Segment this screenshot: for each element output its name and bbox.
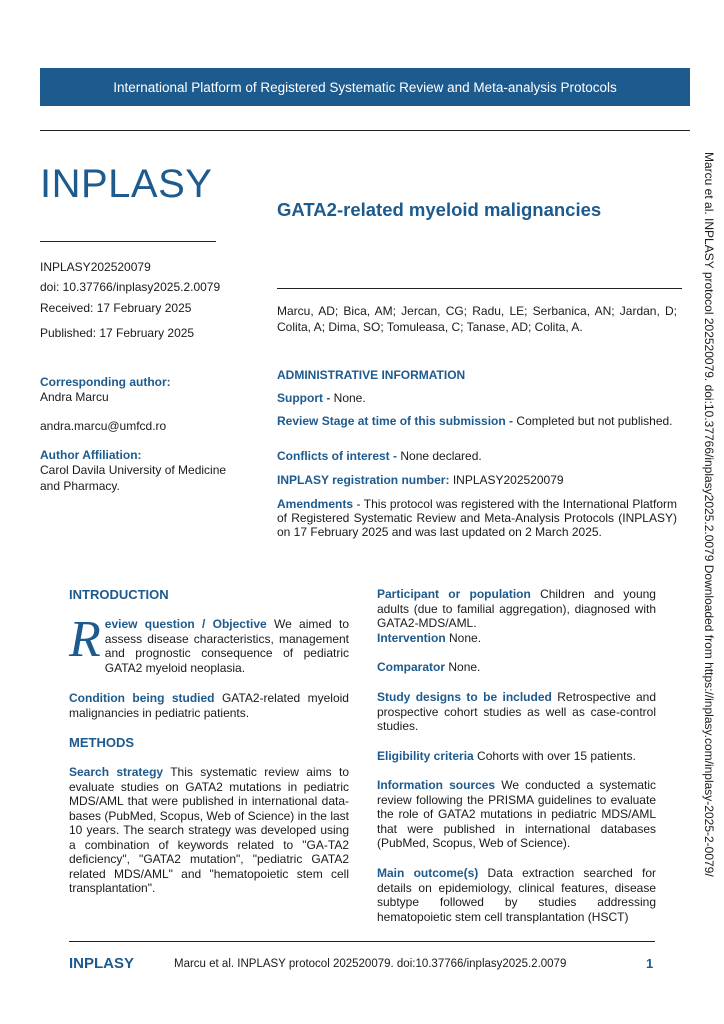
corresponding-author-email[interactable]: andra.marcu@umfcd.ro <box>40 419 167 433</box>
title-rule <box>277 288 682 289</box>
dropcap-letter: R <box>69 611 101 668</box>
corresponding-author-name: Andra Marcu <box>40 390 109 404</box>
header-rule <box>40 130 690 131</box>
amendments-label: Amendments <box>277 497 354 511</box>
vertical-download-text: Marcu et al. INPLASY protocol 202520079. doi:10.37766/inplasy2025.2.0079 Downloaded from https://inplasy.com/inplasy-2025-2-0079/ <box>702 152 716 877</box>
admin-support <box>277 391 677 405</box>
review-question-paragraph <box>69 611 350 675</box>
intervention-paragraph <box>377 631 656 646</box>
conflicts-text: None declared. <box>397 449 482 463</box>
brand-rule <box>40 241 216 242</box>
main-outcome-text: Data extraction searched for details on epidemiology, clinical features, disease subtype followed by studies addressing hematopoietic stem cell transplantation (HSCT) <box>377 866 657 924</box>
footer-brand: INPLASY <box>69 955 135 972</box>
main-outcome-label: Main outcome(s) <box>377 866 479 880</box>
information-sources-paragraph <box>377 778 656 851</box>
comparator-paragraph <box>377 660 656 675</box>
stage-label: Review Stage at time of this submission - <box>277 414 514 428</box>
admin-amendments <box>277 497 677 539</box>
study-designs-label: Study designs to be included <box>377 690 552 704</box>
admin-registration <box>277 473 677 487</box>
corresponding-author-heading: Corresponding author: <box>40 375 171 389</box>
admin-stage <box>277 414 677 428</box>
review-question-text: We aimed to assess disease characteristics, management and prognostic consequence of pediatric GATA2 myeloid neoplasia. <box>104 617 350 675</box>
stage-text: Completed but not published. <box>513 414 673 428</box>
published-date: Published: 17 February 2025 <box>40 326 195 340</box>
introduction-heading: INTRODUCTION <box>69 587 169 602</box>
support-label: Support - <box>277 391 331 405</box>
affiliation-text: Carol Davila University of Medicine and Pharmacy. <box>40 463 227 493</box>
conflicts-label: Conflicts of interest - <box>277 449 398 463</box>
search-strategy-paragraph <box>69 765 349 896</box>
information-sources-text: We conducted a systematic review following the PRISMA guidelines to evaluate the role of GATA2 mutations in pediatric MDS/AML that were published in international databases (PubMed, Scopus, Web of Science). <box>377 778 656 850</box>
vertical-download-note <box>700 152 718 912</box>
admin-conflicts <box>277 449 677 463</box>
comparator-label: Comparator <box>377 660 446 674</box>
condition-text: GATA2-related myeloid malignancies in pediatric patients. <box>69 691 349 720</box>
participants-label: Participant or population <box>377 587 531 601</box>
condition-label: Condition being studied <box>69 691 215 705</box>
comparator-text: None. <box>445 660 481 674</box>
admin-heading: ADMINISTRATIVE INFORMATION <box>277 368 466 382</box>
main-outcome-paragraph <box>377 866 656 924</box>
study-designs-paragraph <box>377 690 656 734</box>
eligibility-label: Eligibility criteria <box>377 749 474 763</box>
brand-logo: INPLASY <box>40 162 213 206</box>
condition-paragraph <box>69 691 349 720</box>
affiliation-heading: Author Affiliation: <box>40 448 142 462</box>
participants-paragraph <box>377 587 656 631</box>
eligibility-text: Cohorts with over 15 patients. <box>473 749 636 763</box>
doi-text: doi: 10.37766/inplasy2025.2.0079 <box>40 280 221 294</box>
intervention-label: Intervention <box>377 631 446 645</box>
header-banner: International Platform of Registered Systematic Review and Meta-analysis Protocols <box>40 68 690 106</box>
page-number: 1 <box>646 956 654 971</box>
review-question-label: eview question / Objective <box>104 617 267 631</box>
registration-label: INPLASY registration number: <box>277 473 450 487</box>
footer-rule <box>69 941 655 942</box>
participants-text: Children and young adults (due to familial aggregation), diagnosed with GATA2-MDS/AML. <box>377 587 656 630</box>
search-strategy-text: This systematic review aims to evaluate studies on GATA2 mutations in pediatric MDS/AML that were published in international data-bases (PubMed, Scopus, Web of Science) in the last 10 years. The search strategy was developed using a combination of keywords related to "GA-TA2 deficiency", "GATA2 mutation", "pediatric GATA2 related MDS/AML" and "hematopoietic stem cell transplantation". <box>69 765 350 895</box>
methods-heading: METHODS <box>69 735 134 750</box>
footer-citation: Marcu et al. INPLASY protocol 202520079. doi:10.37766/inplasy2025.2.0079 <box>174 958 567 970</box>
information-sources-label: Information sources <box>377 778 496 792</box>
amendments-text: - This protocol was registered with the International Platform of Registered Systematic Review and Meta-Analysis Protocols (INPLASY) on 17 February 2025 and was last updated on 2 March 2025. <box>277 497 677 539</box>
eligibility-paragraph <box>377 749 656 764</box>
paper-title: GATA2-related myeloid malignancies <box>277 199 602 220</box>
registration-text: INPLASY202520079 <box>449 473 564 487</box>
intervention-text: None. <box>445 631 482 645</box>
study-designs-text: Retrospective and prospective cohort studies as well as case-control studies. <box>377 690 656 733</box>
author-list: Marcu, AD; Bica, AM; Jercan, CG; Radu, LE; Serbanica, AN; Jardan, D; Colita, A; Dima, SO; Tomuleasa, C; Tanase, AD; Colita, A. <box>277 304 677 334</box>
support-text: None. <box>330 391 366 405</box>
received-date: Received: 17 February 2025 <box>40 301 192 315</box>
protocol-id: INPLASY202520079 <box>40 260 151 274</box>
search-strategy-label: Search strategy <box>69 765 164 779</box>
